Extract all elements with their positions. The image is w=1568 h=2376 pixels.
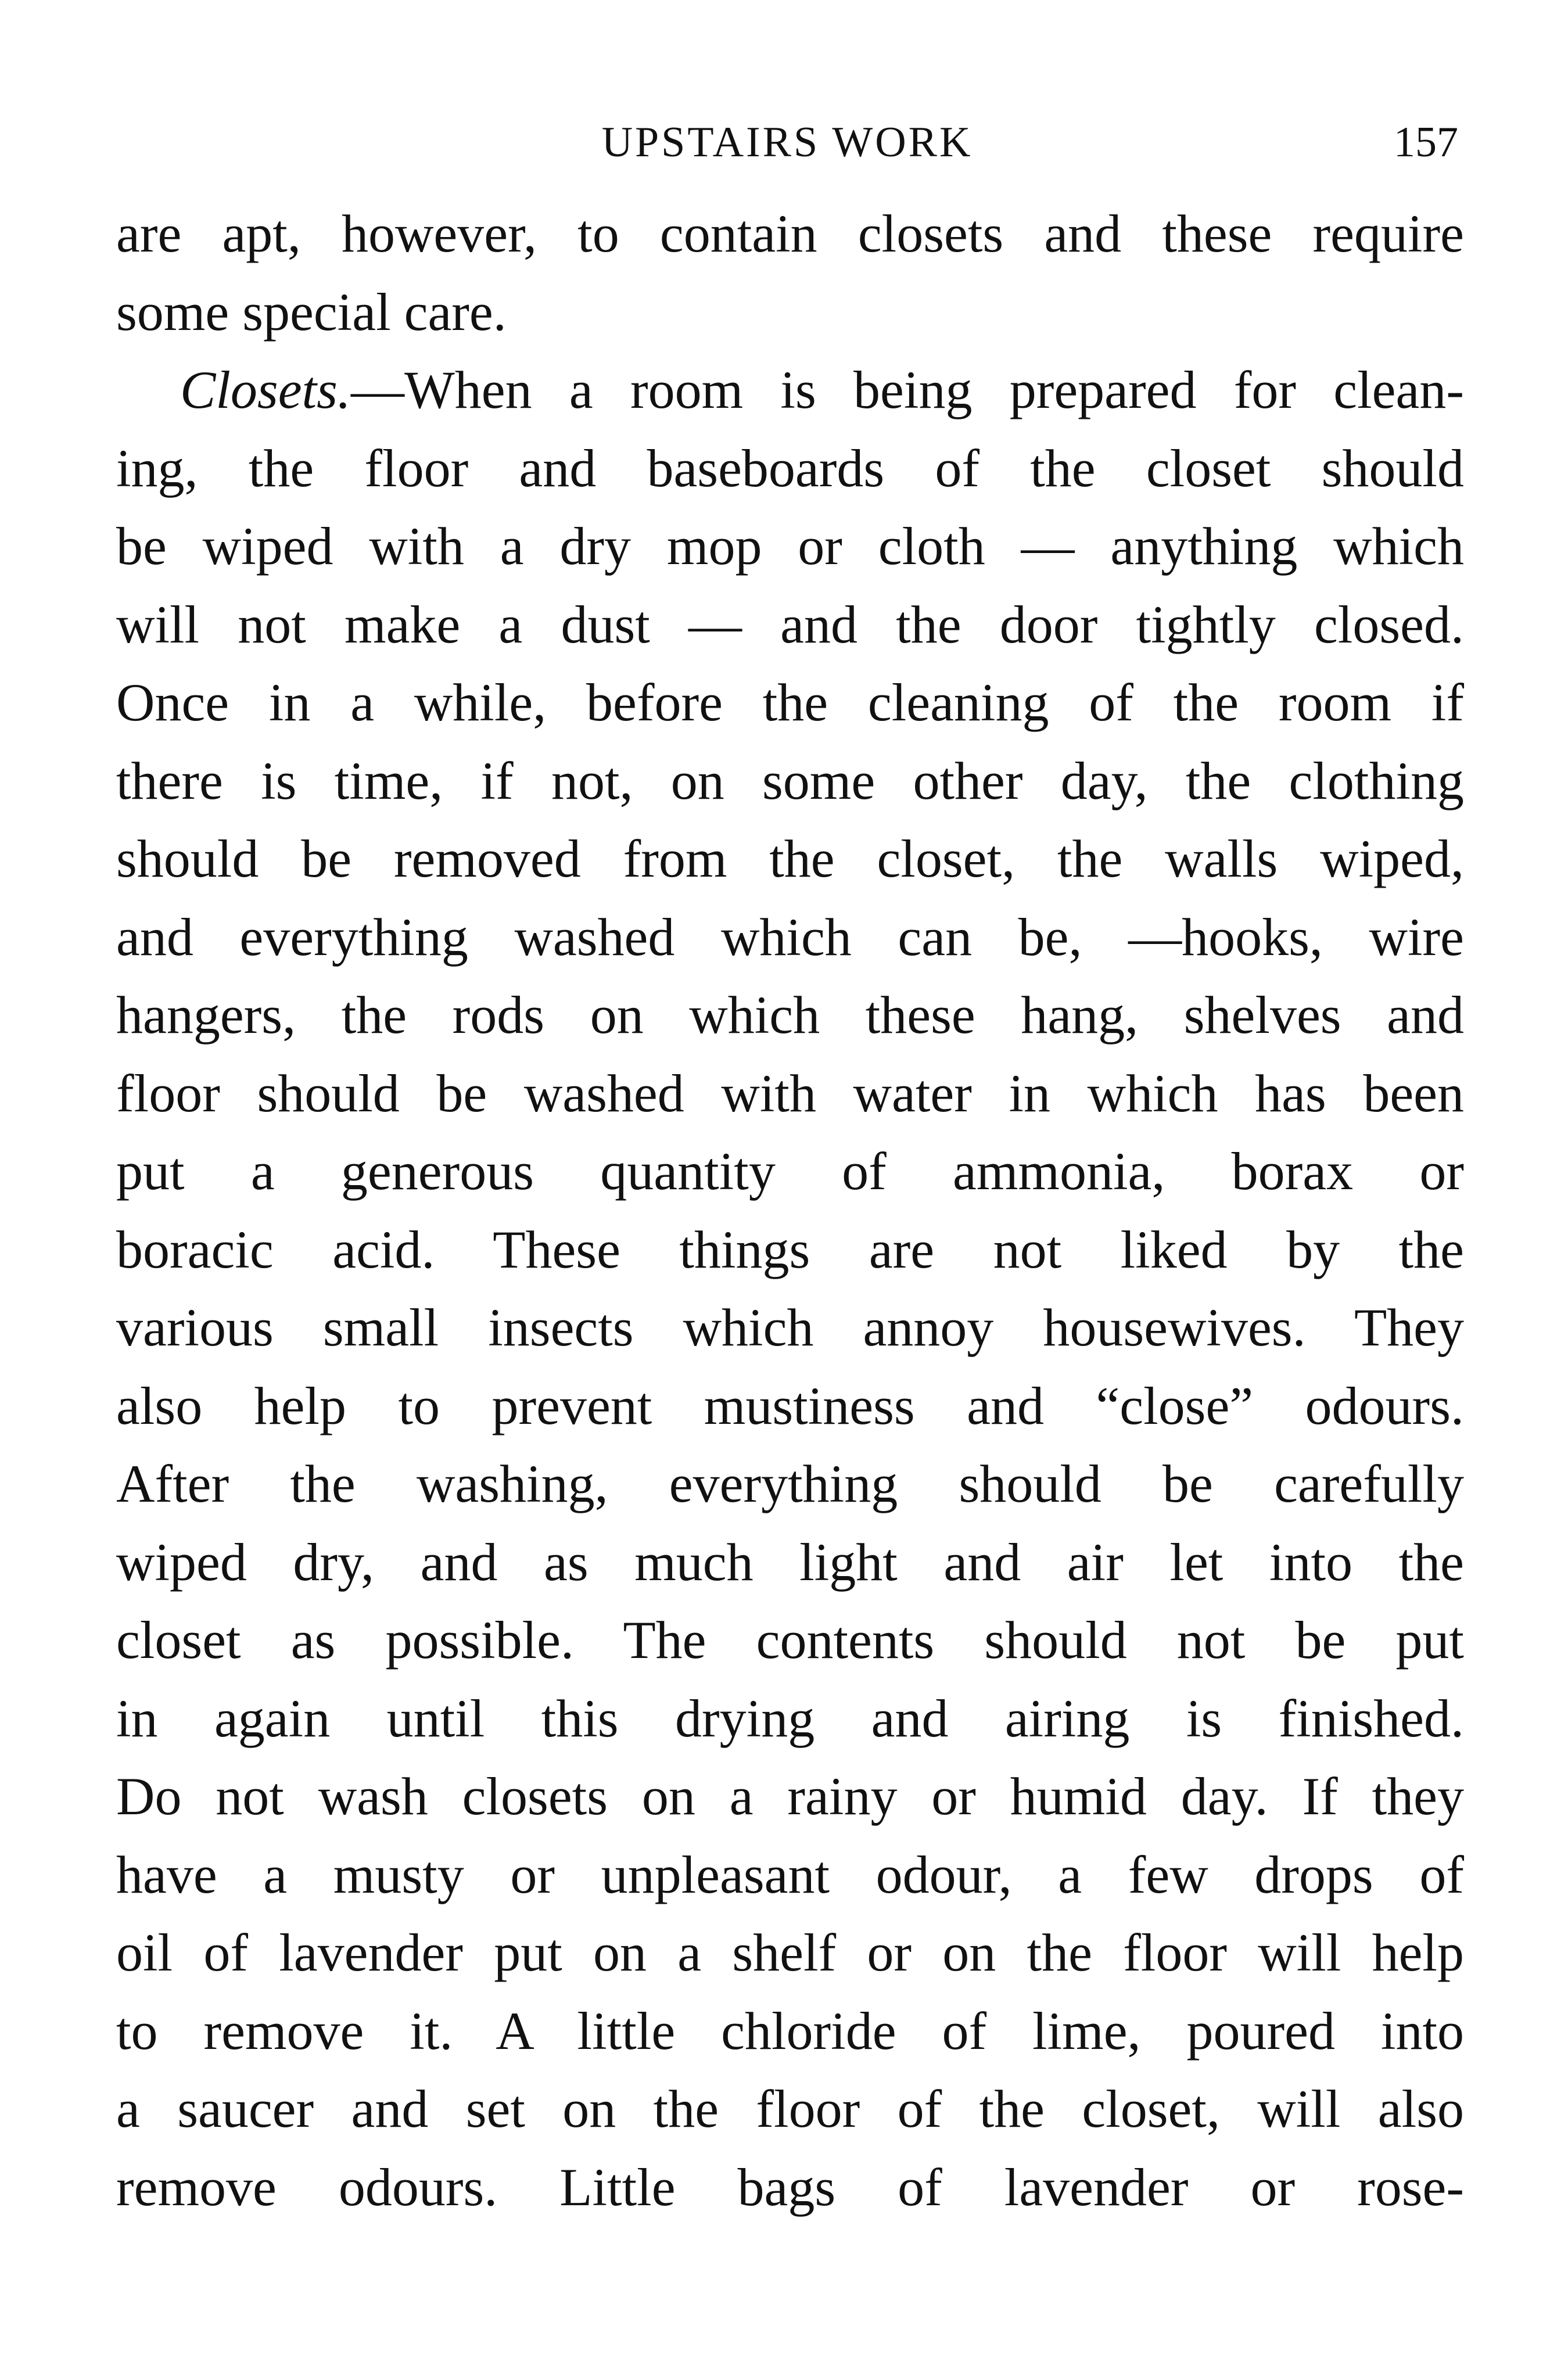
text-line: various small insects which annoy housewives. They [116, 1298, 1464, 1357]
text-line: closet as possible. The contents should not be put [116, 1610, 1464, 1670]
text-run: —When a room is being prepared for clean- [350, 360, 1464, 419]
text-line: and everything washed which can be, —hooks, wire [116, 907, 1464, 967]
text-line: hangers, the rods on which these hang, shelves and [116, 985, 1464, 1045]
text-line: After the washing, everything should be carefully [116, 1454, 1464, 1513]
text-line: some special care. [116, 282, 507, 342]
text-line: are apt, however, to contain closets and these require [116, 204, 1464, 263]
body-text [116, 195, 1464, 2226]
text-line: be wiped with a dry mop or cloth — anything which [116, 516, 1464, 576]
text-line: put a generous quantity of ammonia, borax or [116, 1142, 1464, 1201]
text-line: have a musty or unpleasant odour, a few drops of [116, 1844, 1464, 1904]
text-line: there is time, if not, on some other day, the clothing [116, 751, 1464, 810]
page-number: 157 [1394, 119, 1458, 166]
text-line: remove odours. Little bags of lavender or rose- [116, 2157, 1464, 2217]
running-head-title: UPSTAIRS WORK [601, 119, 973, 166]
text-line: to remove it. A little chloride of lime, poured into [116, 2001, 1464, 2061]
text-line: floor should be washed with water in which has been [116, 1063, 1464, 1123]
text-line: wiped dry, and as much light and air let into the [116, 1532, 1464, 1592]
text-line: ing, the floor and baseboards of the closet should [116, 438, 1464, 498]
text-line: in again until this drying and airing is finished. [116, 1688, 1464, 1748]
text-line: oil of lavender put on a shelf or on the floor will help [116, 1923, 1464, 1982]
text-line: will not make a dust — and the door tightly closed. [116, 594, 1464, 654]
section-run-in-heading: Closets. [180, 360, 351, 419]
text-line: also help to prevent mustiness and “close” odours. [116, 1376, 1464, 1435]
running-head [116, 110, 1458, 174]
text-line: boracic acid. These things are not liked by the [116, 1219, 1464, 1279]
text-line: a saucer and set on the floor of the closet, will also [116, 2079, 1464, 2138]
text-line: should be removed from the closet, the walls wiped, [116, 829, 1464, 888]
text-line: Once in a while, before the cleaning of the room if [116, 673, 1464, 732]
text-line: Do not wash closets on a rainy or humid day. If they [116, 1767, 1464, 1826]
paragraph-lead-line [116, 351, 1464, 429]
